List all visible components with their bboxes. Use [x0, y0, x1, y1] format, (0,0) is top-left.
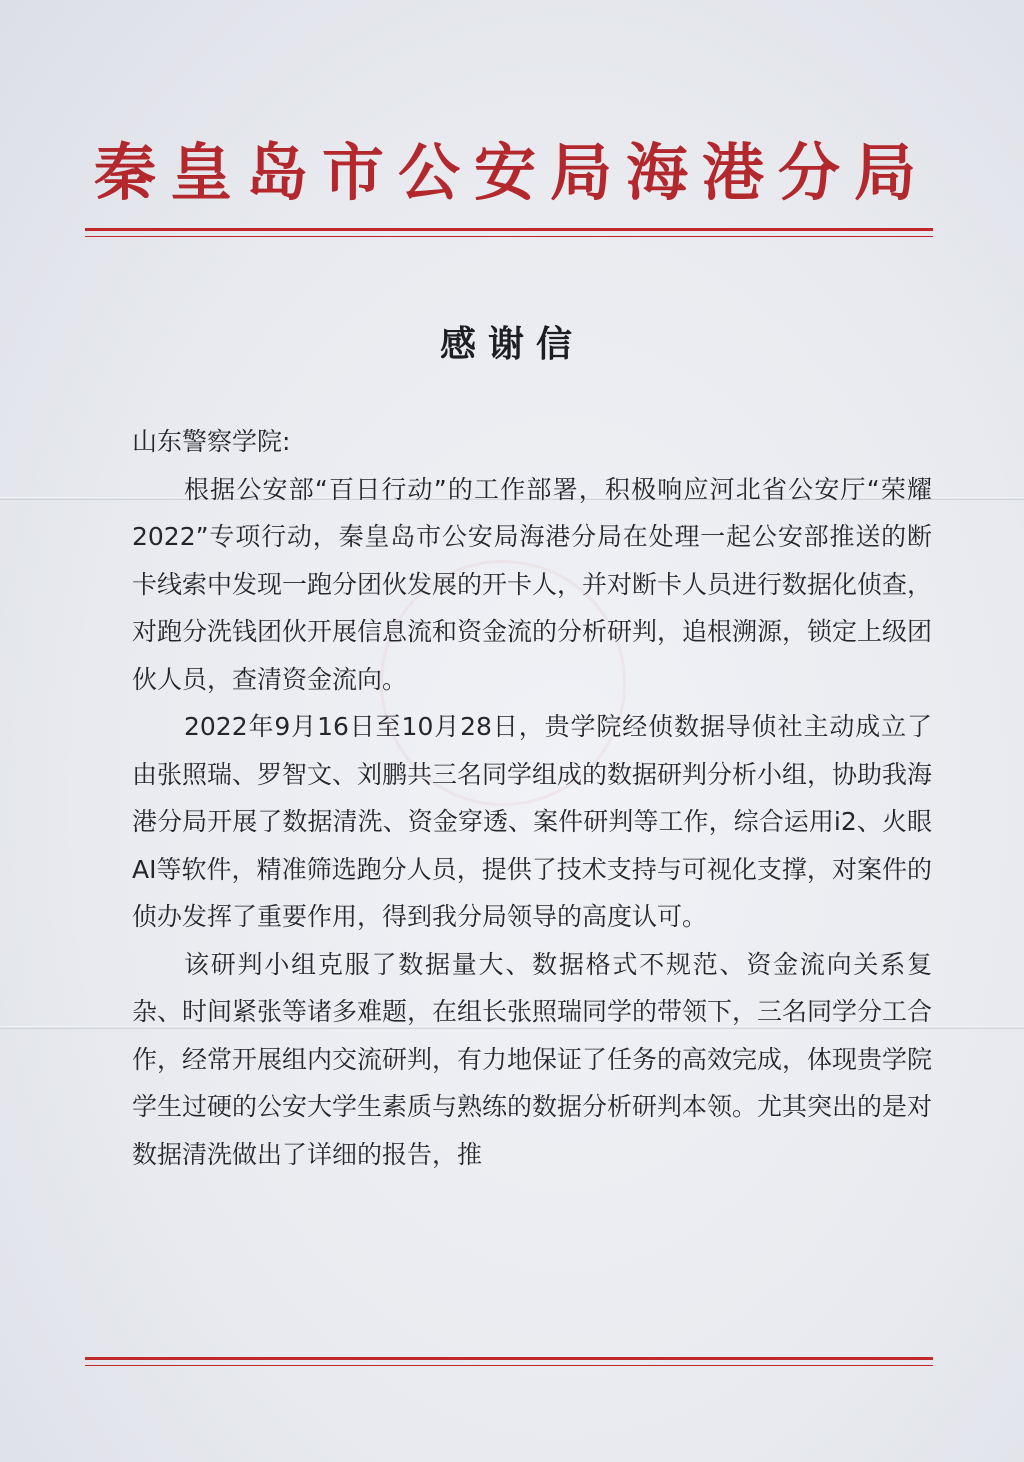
letter-title: 感谢信 [439, 324, 584, 365]
letterhead-rule-thin [85, 236, 933, 237]
footer-rule-thin [85, 1365, 933, 1366]
body-paragraph: 2022年9月16日至10月28日，贵学院经侦数据导侦社主动成立了由张照瑞、罗智文、刘鹏共三名同学组成的数据研判分析小组，协助我海港分局开展了数据清洗、资金穿透、案件研判等工作，综合运用i2、火眼AI等软件，精准筛选跑分人员，提供了技术支持与可视化支撑，对案件的侦办发挥了重要作用，得到我分局领导的高度认可。 [132, 712, 933, 931]
letterhead-rule-thick [85, 228, 933, 231]
letter-body [132, 418, 932, 1178]
footer-rule-thick [85, 1357, 933, 1360]
body-paragraph: 根据公安部“百日行动”的工作部署，积极响应河北省公安厅“荣耀2022”专项行动，秦皇岛市公安局海港分局在处理一起公安部推送的断卡线索中发现一跑分团伙发展的开卡人，并对断卡人员进行数据化侦查，对跑分洗钱团伙开展信息流和资金流的分析研判，追根溯源，锁定上级团伙人员，查清资金流向。 [132, 474, 933, 694]
salutation: 山东警察学院: [132, 427, 291, 456]
body-paragraph: 该研判小组克服了数据量大、数据格式不规范、资金流向关系复杂、时间紧张等诸多难题，在组长张照瑞同学的带领下，三名同学分工合作，经常开展组内交流研判，有力地保证了任务的高效完成，体现贵学院学生过硬的公安大学生素质与熟练的数据分析研判本领。尤其突出的是对数据清洗做出了详细的报告，推 [132, 949, 933, 1169]
letterhead-organization: 秦皇岛市公安局海港分局 [93, 136, 930, 209]
